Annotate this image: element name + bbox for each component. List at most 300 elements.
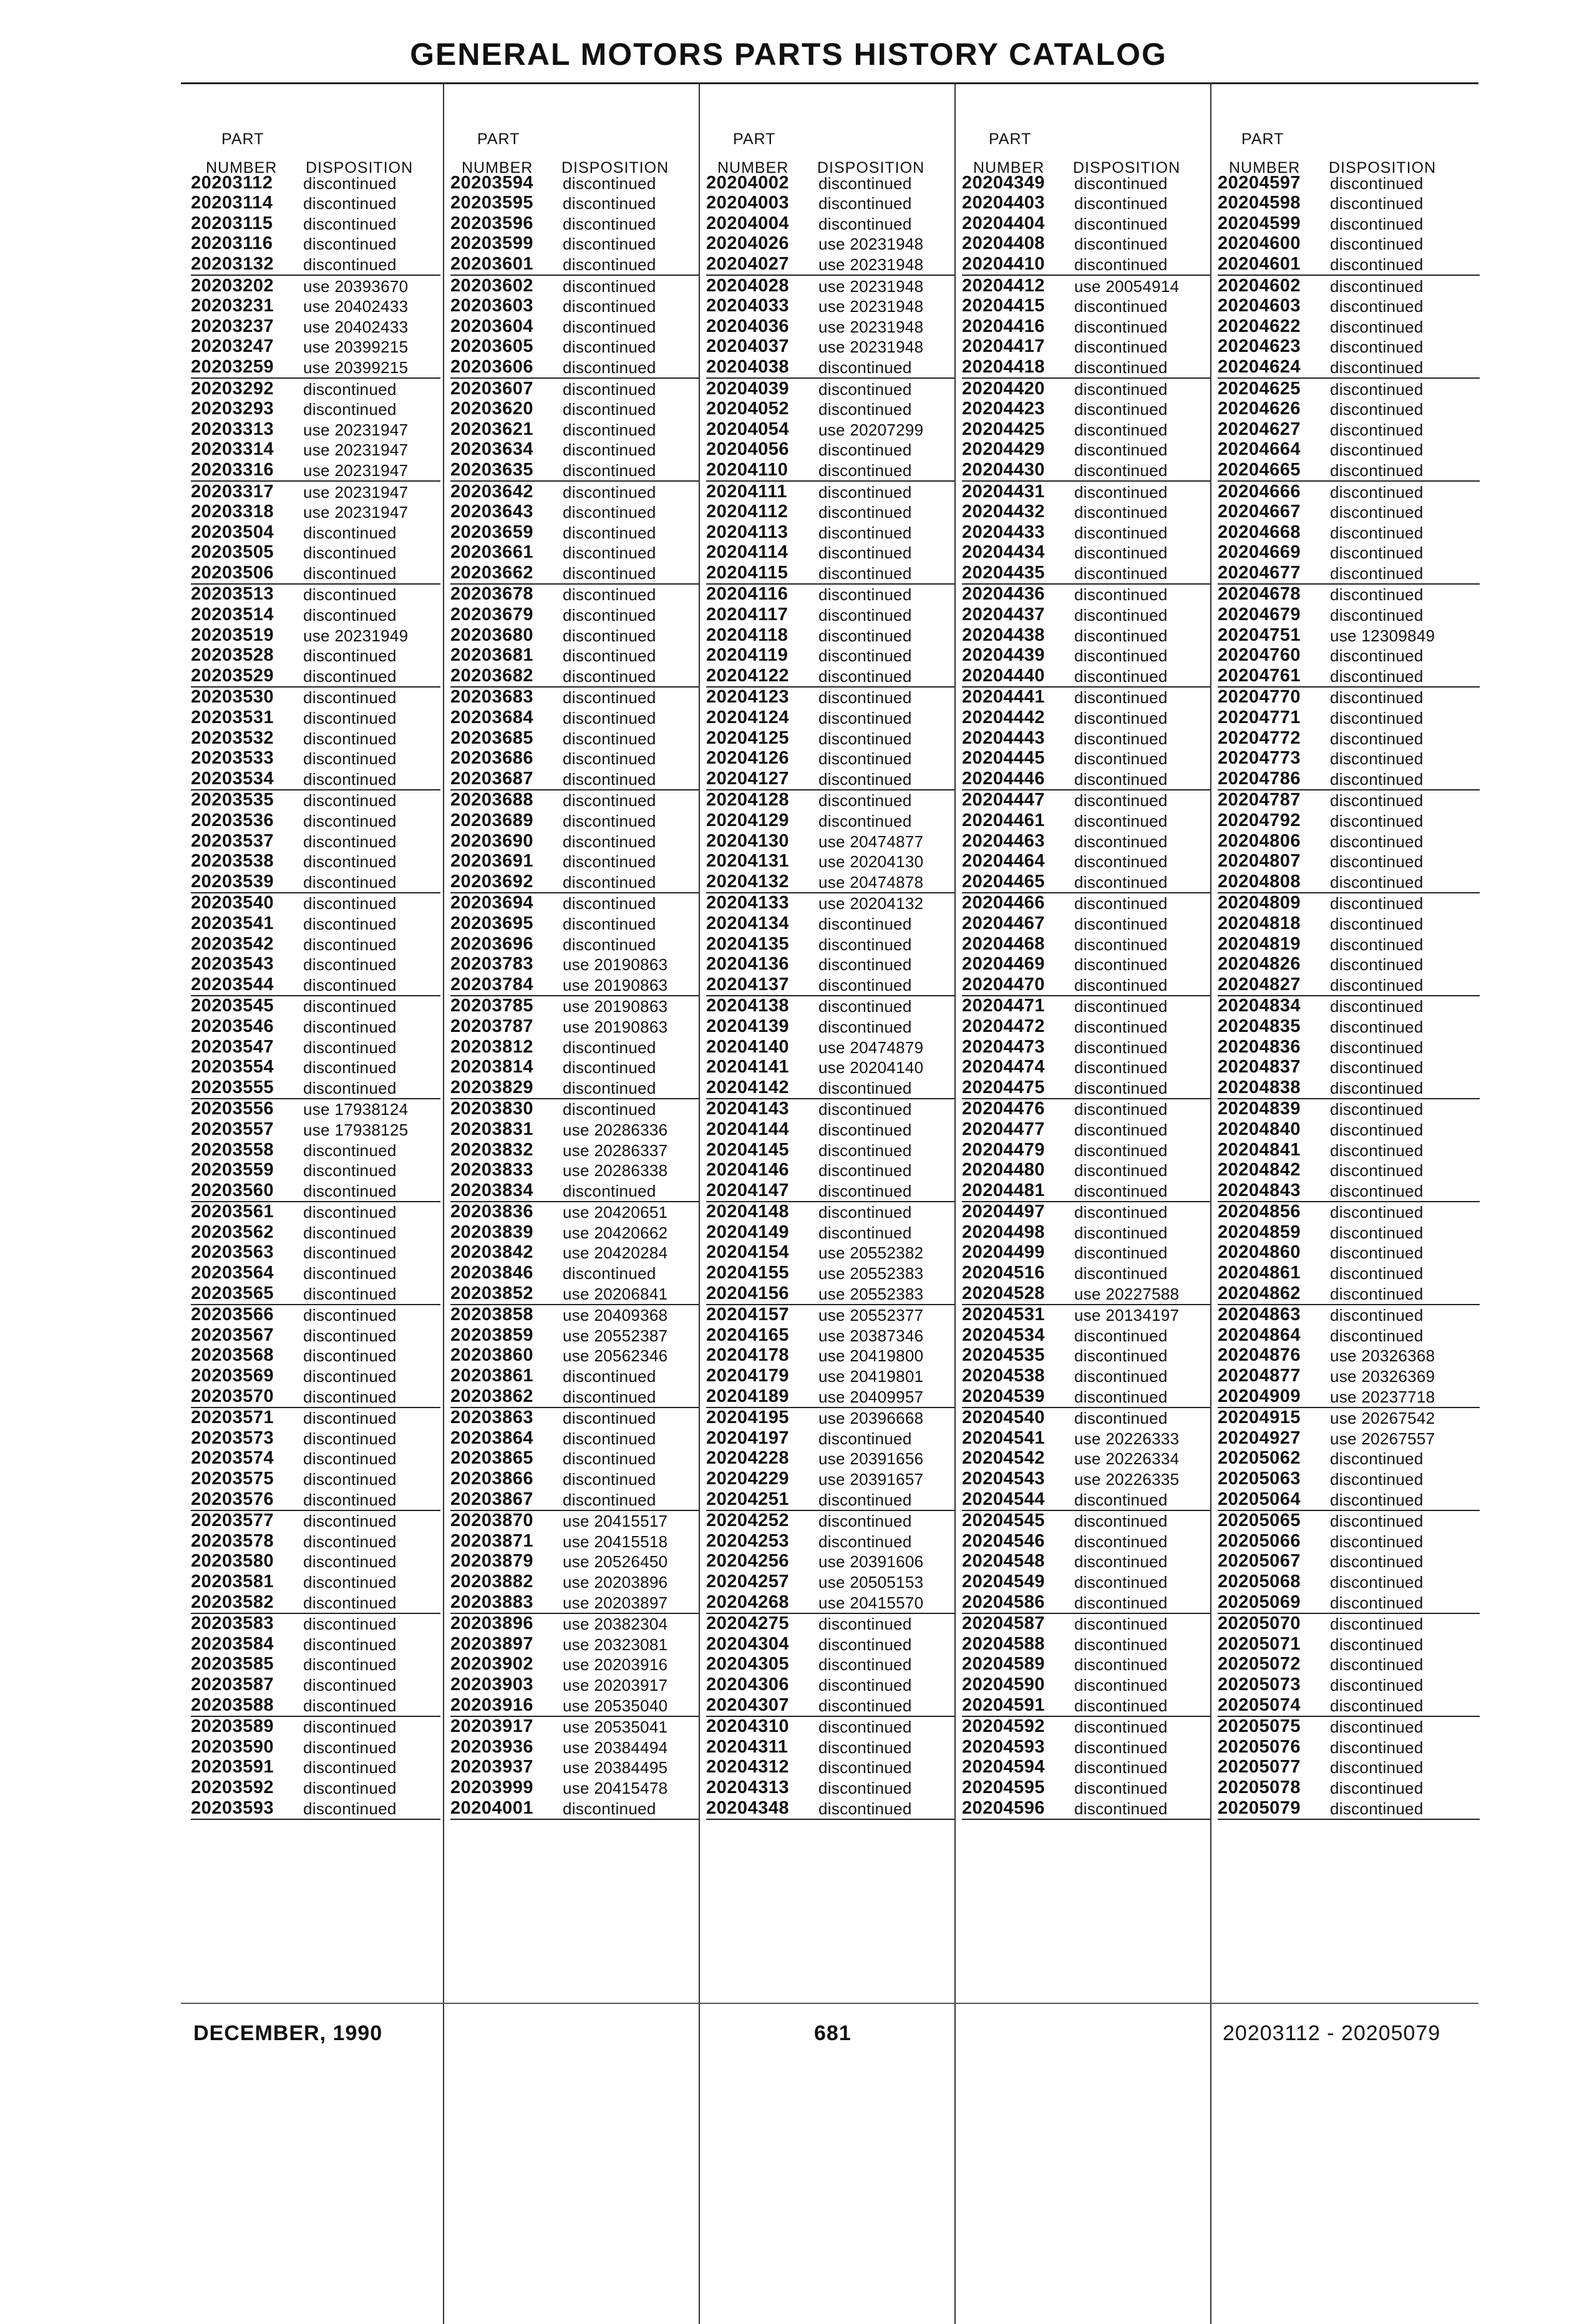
disposition: discontinued (1074, 997, 1168, 1016)
catalog-row (706, 955, 956, 975)
disposition: discontinued (303, 749, 397, 769)
catalog-row (706, 996, 956, 1017)
row-group (450, 790, 700, 893)
disposition: discontinued (563, 563, 656, 583)
disposition: use 20420651 (563, 1203, 668, 1222)
disposition: discontinued (1074, 1738, 1168, 1757)
catalog-row (191, 975, 440, 995)
catalog-row (962, 790, 1211, 811)
catalog-row (450, 1202, 700, 1223)
disposition: discontinued (1330, 894, 1424, 913)
part-number: 20203292 (191, 378, 274, 399)
disposition: discontinued (563, 1409, 656, 1428)
part-number: 20204472 (962, 1016, 1046, 1036)
disposition: discontinued (1330, 791, 1424, 810)
catalog-row (1218, 1469, 1480, 1489)
catalog-row (191, 1037, 440, 1057)
row-group (450, 482, 700, 585)
catalog-row (1218, 1325, 1480, 1346)
disposition: use 20231948 (818, 235, 924, 254)
catalog-row (191, 1758, 440, 1778)
part-number: 20204531 (962, 1305, 1046, 1325)
catalog-row (191, 173, 440, 193)
disposition: discontinued (1074, 1572, 1168, 1592)
disposition: use 20552382 (818, 1243, 924, 1263)
part-number: 20203635 (450, 460, 534, 480)
catalog-row (962, 543, 1211, 563)
catalog-row (706, 707, 956, 728)
catalog-row (191, 337, 440, 357)
part-number: 20204843 (1218, 1180, 1301, 1200)
part-number: 20204627 (1218, 419, 1301, 439)
catalog-row (450, 1552, 700, 1572)
part-number: 20203687 (450, 769, 534, 789)
disposition: discontinued (303, 666, 397, 686)
part-number: 20205075 (1218, 1716, 1301, 1737)
disposition: use 20204130 (818, 852, 924, 872)
part-number: 20203590 (191, 1737, 274, 1757)
catalog-row (450, 1283, 700, 1304)
disposition: discontinued (1330, 1778, 1424, 1797)
catalog-row (450, 1531, 700, 1552)
disposition: discontinued (303, 1203, 397, 1222)
disposition: discontinued (1330, 338, 1424, 357)
part-number: 20204125 (706, 728, 790, 748)
part-number: 20203620 (450, 399, 534, 419)
catalog-row (1218, 276, 1480, 296)
part-number: 20203787 (450, 1016, 534, 1036)
part-number: 20203114 (191, 193, 273, 213)
part-number: 20204140 (706, 1036, 790, 1057)
disposition: discontinued (303, 1346, 397, 1366)
catalog-row (962, 1675, 1211, 1695)
disposition: discontinued (818, 1696, 912, 1715)
catalog-row (962, 1263, 1211, 1283)
part-number: 20205072 (1218, 1654, 1301, 1675)
catalog-row (191, 1449, 440, 1469)
catalog-row (1218, 1592, 1480, 1613)
disposition: discontinued (1074, 1017, 1168, 1036)
catalog-row (962, 707, 1211, 728)
catalog-row (706, 625, 956, 646)
catalog-row (450, 1428, 700, 1449)
disposition: discontinued (563, 173, 656, 193)
part-number: 20204128 (706, 790, 790, 810)
disposition: discontinued (818, 914, 912, 933)
part-number: 20203313 (191, 419, 274, 439)
catalog-row (962, 1037, 1211, 1057)
catalog-row (706, 1160, 956, 1181)
part-number: 20203543 (191, 954, 274, 975)
part-number: 20204124 (706, 707, 790, 728)
catalog-row (450, 193, 700, 214)
catalog-row (1218, 173, 1480, 193)
disposition: discontinued (818, 688, 912, 707)
row-group (706, 1511, 956, 1614)
part-number: 20204144 (706, 1119, 790, 1139)
disposition: discontinued (818, 646, 912, 666)
disposition: discontinued (1074, 1038, 1168, 1057)
row-group (191, 1305, 440, 1408)
catalog-row (706, 482, 956, 502)
part-number: 20204430 (962, 460, 1046, 480)
part-number: 20203587 (191, 1675, 274, 1694)
row-group (450, 276, 700, 379)
catalog-row (450, 399, 700, 420)
column-divider (1210, 84, 1211, 2324)
catalog-row (450, 1777, 700, 1798)
disposition: discontinued (1330, 1593, 1424, 1612)
catalog-row (962, 1160, 1211, 1181)
catalog-row (1218, 831, 1480, 852)
part-number: 20203690 (450, 831, 534, 851)
part-number: 20204001 (450, 1797, 534, 1818)
row-group (706, 688, 956, 790)
disposition: discontinued (563, 1058, 656, 1077)
catalog-row (962, 1511, 1211, 1532)
disposition: discontinued (563, 1429, 656, 1448)
part-number: 20204408 (962, 233, 1046, 254)
part-number: 20204310 (706, 1716, 790, 1737)
row-group (962, 1408, 1211, 1511)
disposition: discontinued (818, 955, 912, 975)
catalog-row (450, 1160, 700, 1181)
catalog-row (450, 1263, 700, 1283)
disposition: use 20231947 (303, 503, 409, 522)
catalog-row (1218, 379, 1480, 399)
disposition: use 20237718 (1330, 1387, 1435, 1406)
disposition: discontinued (1330, 1552, 1424, 1572)
part-number: 20203558 (191, 1139, 274, 1160)
row-group (191, 790, 440, 893)
disposition: discontinued (1074, 1778, 1168, 1797)
part-number: 20204861 (1218, 1263, 1301, 1283)
part-number: 20204437 (962, 605, 1046, 625)
disposition: use 20326368 (1330, 1346, 1435, 1366)
catalog-row (1218, 213, 1480, 234)
disposition: discontinued (563, 1387, 656, 1406)
disposition: discontinued (563, 1367, 656, 1386)
part-number: 20204420 (962, 378, 1046, 399)
part-number: 20203317 (191, 481, 274, 502)
catalog-row (706, 1180, 956, 1201)
part-number: 20204498 (962, 1222, 1046, 1242)
catalog-row (962, 769, 1211, 789)
disposition: discontinued (1074, 194, 1168, 213)
catalog-row (962, 1366, 1211, 1386)
catalog-row (1218, 1057, 1480, 1078)
disposition: discontinued (303, 1140, 397, 1160)
catalog-row (706, 1386, 956, 1407)
part-number: 20204118 (706, 625, 789, 645)
disposition: use 20203917 (563, 1675, 668, 1694)
disposition: discontinued (563, 791, 656, 810)
disposition: discontinued (1330, 1490, 1424, 1509)
disposition: use 20402433 (303, 297, 409, 316)
catalog-row (450, 213, 700, 234)
disposition: use 20382304 (563, 1615, 668, 1634)
disposition: discontinued (1330, 482, 1424, 502)
row-group (191, 173, 440, 276)
part-number: 20204412 (962, 275, 1046, 296)
disposition: discontinued (1074, 1161, 1168, 1180)
catalog-row (962, 460, 1211, 480)
part-number: 20204126 (706, 748, 790, 769)
disposition: discontinued (563, 606, 656, 625)
part-number: 20203842 (450, 1242, 534, 1263)
part-number: 20204751 (1218, 625, 1301, 645)
part-number: 20203570 (191, 1386, 274, 1406)
row-group (962, 482, 1211, 585)
disposition: discontinued (303, 1223, 397, 1242)
disposition: discontinued (1330, 1718, 1424, 1737)
part-number: 20203883 (450, 1592, 534, 1612)
catalog-row (450, 934, 700, 955)
part-number: 20204516 (962, 1263, 1046, 1283)
catalog-row (191, 276, 440, 296)
part-number: 20204114 (706, 542, 789, 563)
catalog-row (1218, 810, 1480, 831)
catalog-row (450, 1798, 700, 1819)
disposition: discontinued (1330, 235, 1424, 254)
catalog-row (450, 810, 700, 831)
part-number: 20204165 (706, 1325, 790, 1345)
part-number: 20203902 (450, 1654, 534, 1675)
part-number: 20204842 (1218, 1160, 1301, 1180)
part-number: 20204626 (1218, 399, 1301, 419)
catalog-row (191, 790, 440, 811)
part-number: 20203599 (450, 233, 534, 254)
disposition: discontinued (1074, 894, 1168, 913)
disposition: discontinued (818, 1799, 912, 1818)
part-number: 20203583 (191, 1613, 274, 1634)
disposition: discontinued (818, 1203, 912, 1222)
disposition: discontinued (1074, 235, 1168, 254)
part-number: 20204134 (706, 913, 790, 933)
catalog-row (450, 296, 700, 317)
disposition: discontinued (1074, 255, 1168, 274)
part-number: 20204471 (962, 996, 1046, 1016)
disposition: discontinued (563, 729, 656, 748)
catalog-row (962, 1243, 1211, 1263)
row-group (706, 1305, 956, 1408)
part-number: 20204142 (706, 1077, 790, 1097)
part-number: 20203689 (450, 810, 534, 830)
part-number: 20204591 (962, 1694, 1046, 1715)
part-number: 20204539 (962, 1386, 1046, 1406)
disposition: discontinued (563, 688, 656, 707)
row-group (1218, 173, 1480, 276)
disposition: use 20474877 (818, 832, 924, 851)
catalog-row (1218, 1695, 1480, 1716)
part-number: 20204004 (706, 213, 790, 233)
part-number: 20205073 (1218, 1675, 1301, 1694)
part-number: 20204179 (706, 1366, 790, 1386)
catalog-row (450, 316, 700, 337)
catalog-row (706, 460, 956, 480)
part-number: 20204835 (1218, 1016, 1301, 1036)
catalog-column-4 (954, 84, 1204, 2324)
part-number: 20203592 (191, 1777, 274, 1797)
catalog-row (706, 934, 956, 955)
part-number: 20204806 (1218, 831, 1301, 851)
part-number: 20204431 (962, 481, 1046, 502)
part-number: 20203318 (191, 502, 274, 522)
catalog-row (450, 1099, 700, 1120)
part-number: 20203565 (191, 1283, 274, 1303)
catalog-row (962, 666, 1211, 686)
catalog-row (450, 1655, 700, 1675)
catalog-row (962, 1592, 1211, 1613)
disposition: discontinued (563, 872, 656, 892)
disposition: discontinued (1330, 935, 1424, 954)
catalog-row (450, 1592, 700, 1613)
disposition: discontinued (818, 523, 912, 542)
part-number: 20204668 (1218, 522, 1301, 542)
part-number: 20203695 (450, 913, 534, 933)
row-group (1218, 1202, 1480, 1305)
disposition: use 20054914 (1074, 276, 1180, 296)
disposition: use 20552383 (818, 1264, 924, 1283)
catalog-row (1218, 1428, 1480, 1449)
disposition: discontinued (303, 975, 397, 994)
part-number: 20203593 (191, 1797, 274, 1818)
disposition: use 20420662 (563, 1223, 668, 1242)
catalog-row (962, 379, 1211, 399)
part-number: 20203576 (191, 1489, 274, 1509)
catalog-row (191, 1263, 440, 1283)
catalog-row (706, 399, 956, 420)
part-number: 20205069 (1218, 1592, 1301, 1612)
catalog-row (706, 1346, 956, 1366)
part-number: 20205067 (1218, 1551, 1301, 1572)
catalog-row (191, 1655, 440, 1675)
catalog-row (706, 852, 956, 872)
part-number: 20204275 (706, 1613, 790, 1634)
disposition: discontinued (1330, 1738, 1424, 1757)
row-group (706, 790, 956, 893)
part-number: 20204927 (1218, 1428, 1301, 1448)
catalog-row (450, 1386, 700, 1407)
disposition: use 20231948 (818, 255, 924, 274)
disposition: discontinued (818, 214, 912, 233)
catalog-row (962, 1531, 1211, 1552)
disposition: discontinued (1330, 1078, 1424, 1097)
part-number: 20203783 (450, 954, 534, 975)
part-number: 20204528 (962, 1283, 1046, 1303)
catalog-row (962, 337, 1211, 357)
disposition: discontinued (1330, 379, 1424, 399)
disposition: discontinued (818, 1161, 912, 1180)
disposition: discontinued (1330, 585, 1424, 605)
part-number: 20205077 (1218, 1757, 1301, 1777)
catalog-row (962, 1717, 1211, 1738)
part-number: 20204132 (706, 872, 790, 892)
disposition: discontinued (1330, 955, 1424, 975)
disposition: discontinued (1330, 173, 1424, 193)
disposition: discontinued (1330, 852, 1424, 872)
disposition: discontinued (1074, 606, 1168, 625)
part-number: 20204469 (962, 954, 1046, 975)
row-group (450, 1099, 700, 1202)
part-number: 20203237 (191, 316, 274, 336)
row-group (191, 1408, 440, 1511)
disposition: discontinued (818, 709, 912, 728)
part-number: 20203316 (191, 460, 274, 480)
catalog-row (191, 1717, 440, 1738)
part-number: 20204251 (706, 1489, 790, 1509)
header-disposition: DISPOSITION (817, 159, 925, 177)
disposition: use 20387346 (818, 1326, 924, 1345)
part-number: 20203582 (191, 1592, 274, 1612)
part-number: 20203642 (450, 481, 534, 502)
catalog-row (191, 872, 440, 892)
part-number: 20203578 (191, 1531, 274, 1551)
disposition: discontinued (818, 1223, 912, 1242)
part-number: 20204594 (962, 1757, 1046, 1777)
disposition: use 20326369 (1330, 1367, 1435, 1386)
part-number: 20203784 (450, 975, 534, 994)
disposition: discontinued (303, 1615, 397, 1634)
catalog-row (962, 440, 1211, 460)
part-number: 20203589 (191, 1716, 274, 1737)
part-number: 20204228 (706, 1448, 790, 1469)
catalog-row (706, 666, 956, 686)
part-number: 20204837 (1218, 1057, 1301, 1077)
catalog-row (962, 955, 1211, 975)
disposition: discontinued (303, 1306, 397, 1325)
disposition: discontinued (1074, 872, 1168, 892)
disposition: use 20415570 (818, 1593, 924, 1612)
part-number: 20203574 (191, 1448, 274, 1469)
part-number: 20203831 (450, 1119, 534, 1139)
part-number: 20204540 (962, 1408, 1046, 1428)
part-number: 20204474 (962, 1057, 1046, 1077)
catalog-row (191, 1346, 440, 1366)
disposition: discontinued (1074, 503, 1168, 522)
part-number: 20204535 (962, 1345, 1046, 1366)
part-number: 20203916 (450, 1694, 534, 1715)
row-group (191, 379, 440, 482)
header-part: PART (1241, 130, 1284, 148)
disposition: use 20415518 (563, 1532, 668, 1551)
disposition: discontinued (1330, 563, 1424, 583)
row-group (962, 790, 1211, 893)
catalog-row (450, 996, 700, 1017)
catalog-row (1218, 1305, 1480, 1326)
row-group (191, 996, 440, 1099)
catalog-row (450, 502, 700, 523)
disposition: discontinued (818, 503, 912, 522)
part-number: 20204446 (962, 769, 1046, 789)
catalog-row (962, 1469, 1211, 1489)
disposition: use 20231948 (818, 338, 924, 357)
catalog-row (450, 1695, 700, 1716)
part-number: 20203581 (191, 1572, 274, 1592)
disposition: use 20226335 (1074, 1470, 1180, 1489)
part-number: 20204116 (706, 584, 789, 605)
disposition: discontinued (1074, 955, 1168, 975)
disposition: discontinued (303, 1058, 397, 1077)
catalog-row (191, 563, 440, 583)
row-group (706, 585, 956, 688)
row-group (706, 1202, 956, 1305)
disposition: discontinued (1330, 1615, 1424, 1634)
row-group (1218, 1099, 1480, 1202)
catalog-row (962, 276, 1211, 296)
part-number: 20204915 (1218, 1408, 1301, 1428)
catalog-row (191, 1140, 440, 1160)
